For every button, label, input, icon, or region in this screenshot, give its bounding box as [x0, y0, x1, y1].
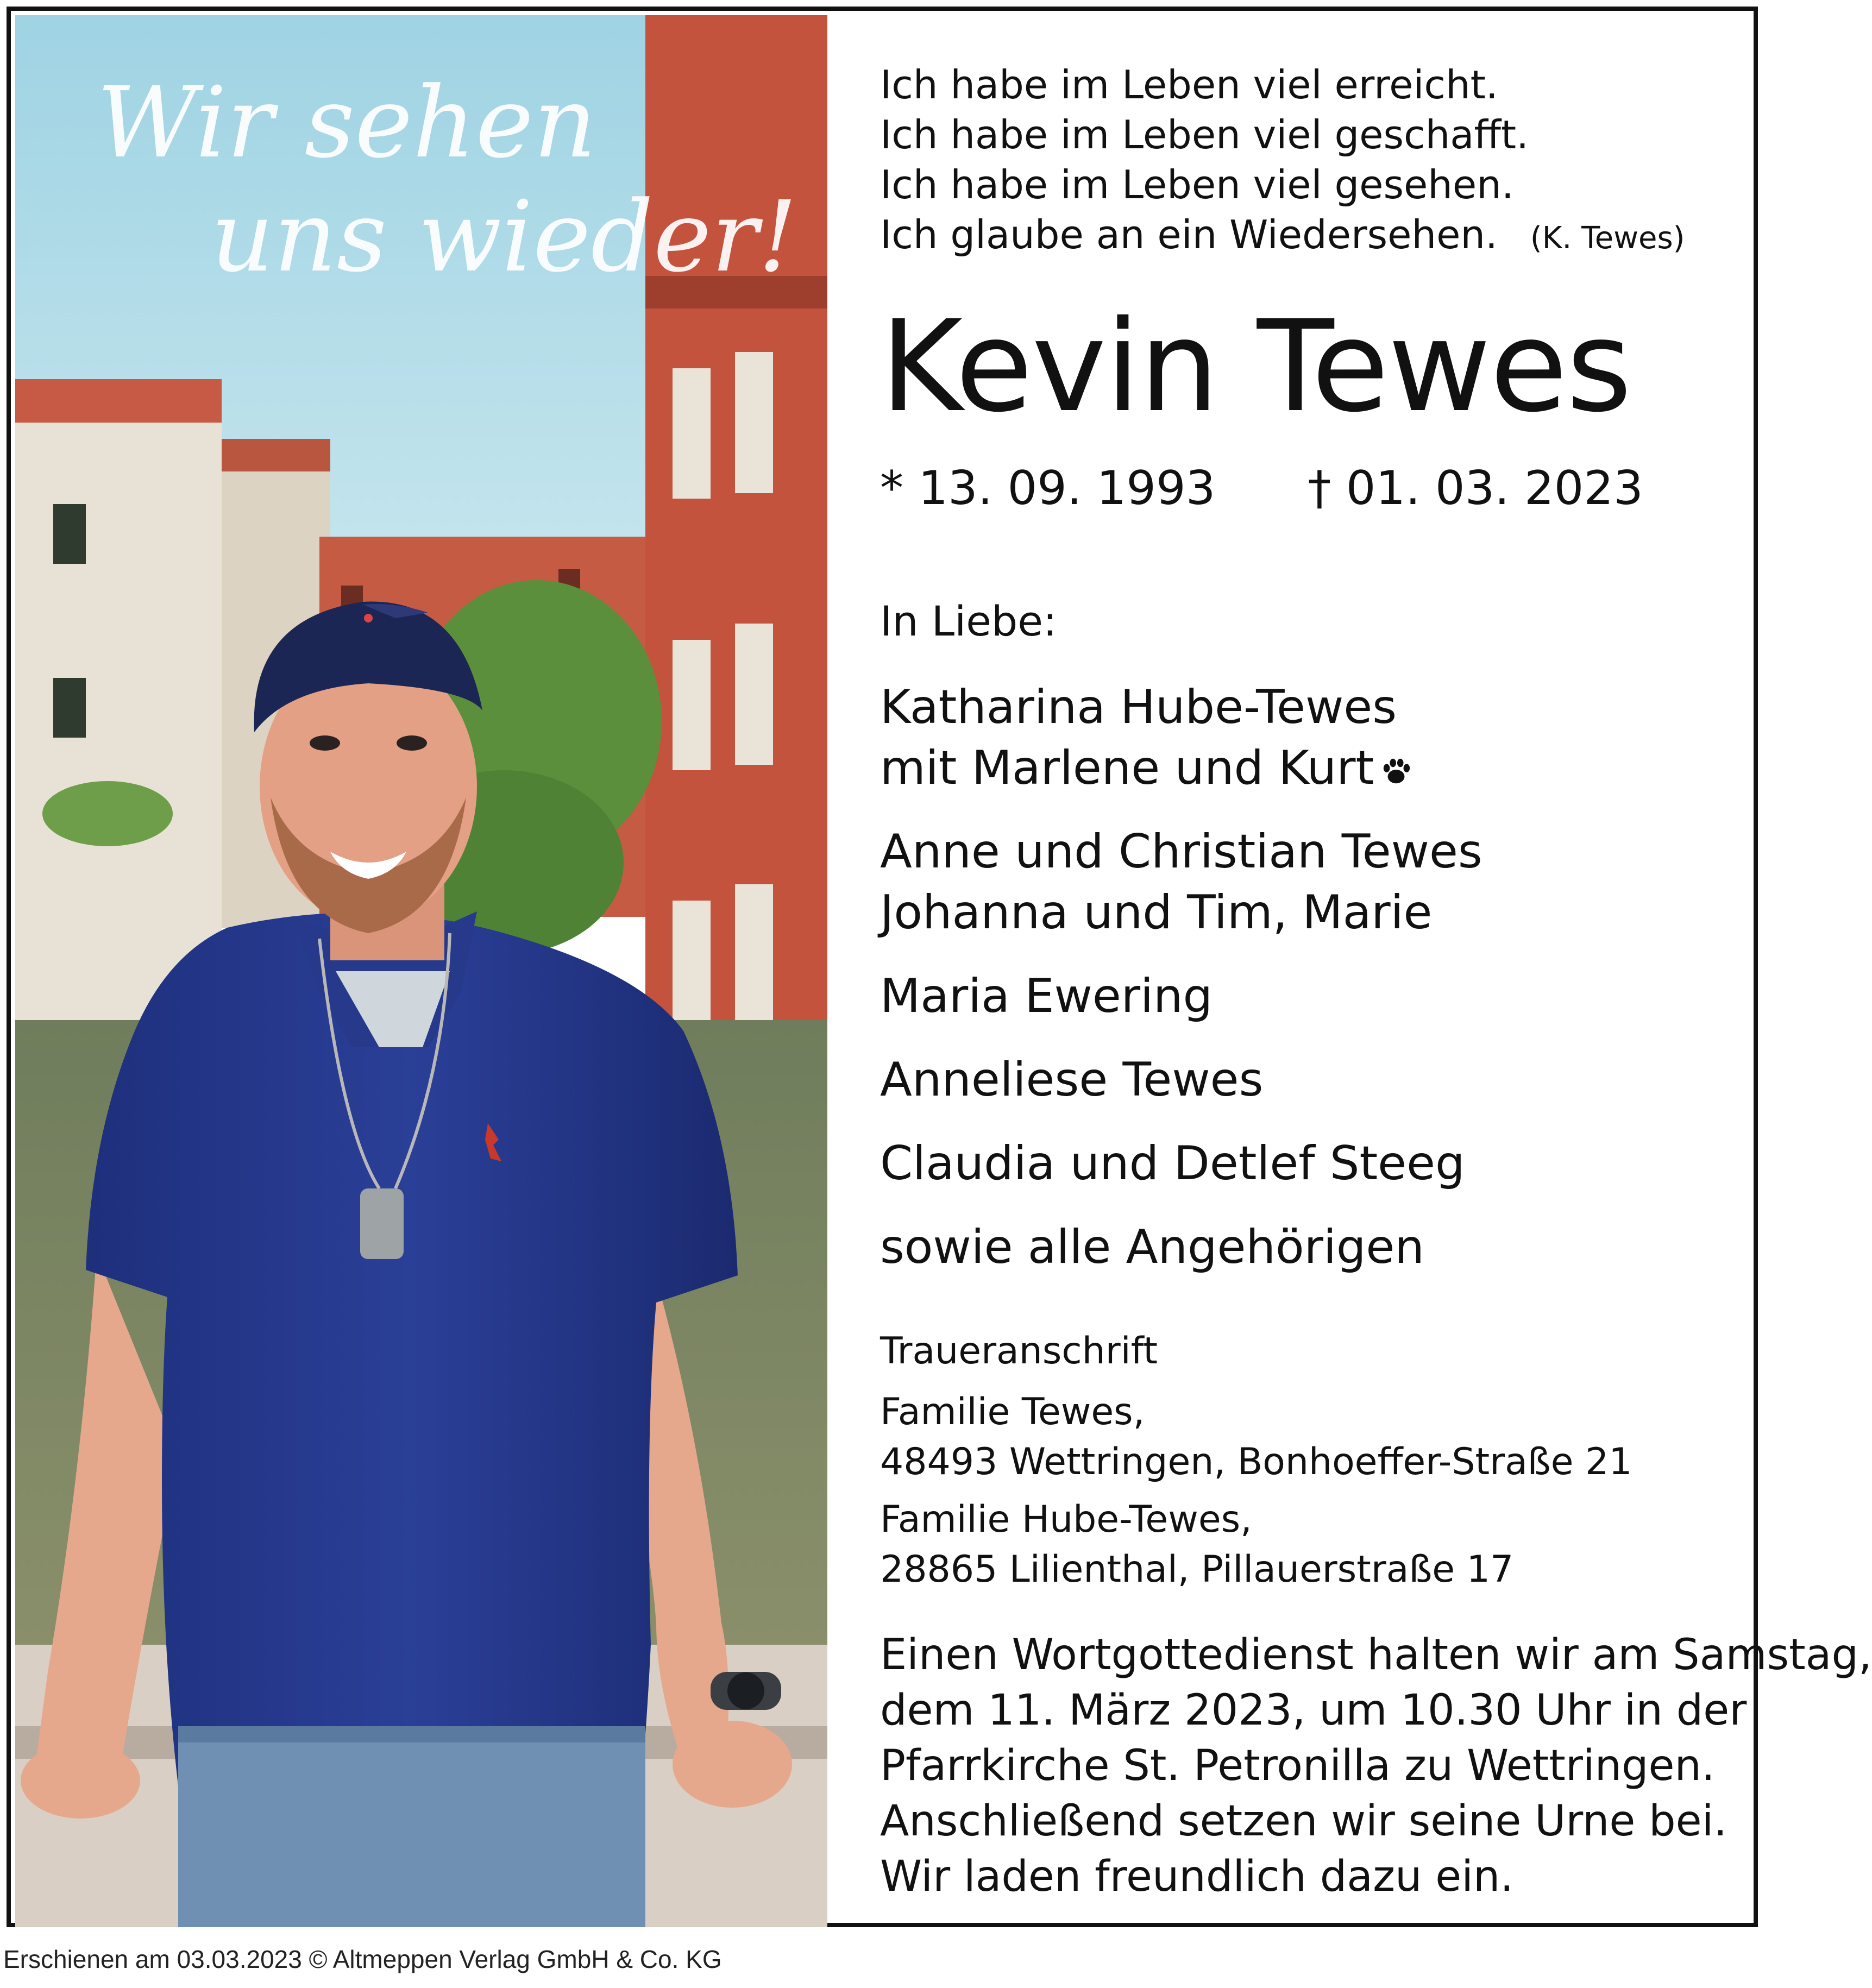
mourner-line: Johanna und Tim, Marie: [880, 885, 1433, 940]
service-line: Pfarrkirche St. Petronilla zu Wettringen.: [880, 1741, 1715, 1790]
address-heading: Traueranschrift: [880, 1330, 1158, 1373]
mourner-line: sowie alle Angehörigen: [880, 1220, 1424, 1274]
mourning-address: [880, 1326, 1738, 1595]
mourner-line: Maria Ewering: [880, 969, 1213, 1023]
address-line: 28865 Lilienthal, Pillauerstraße 17: [880, 1548, 1514, 1591]
mourners-list: [880, 677, 1738, 1278]
script-caption-line-1: Wir sehen: [97, 66, 596, 180]
mourner-line: Katharina Hube-Tewes: [880, 680, 1397, 734]
script-caption-line-2: uns wieder!: [211, 180, 797, 294]
poem: [880, 60, 1738, 263]
address-line: Familie Hube-Tewes,: [880, 1498, 1252, 1541]
mourner-group: [880, 1049, 1738, 1110]
service-line: dem 11. März 2023, um 10.30 Uhr in der: [880, 1686, 1747, 1735]
mourner-line: Anne und Christian Tewes: [880, 825, 1482, 879]
poem-line: Ich habe im Leben viel geschafft.: [880, 112, 1529, 158]
poem-line: Ich habe im Leben viel erreicht.: [880, 62, 1498, 108]
mourner-group: [880, 821, 1738, 943]
mourner-group: [880, 1217, 1738, 1278]
poem-author: (K. Tewes): [1530, 221, 1685, 256]
life-dates: [880, 461, 1738, 515]
mourner-line-text: mit Marlene und Kurt: [880, 741, 1374, 795]
poem-line-last: [880, 210, 1738, 263]
address-entry: [880, 1495, 1738, 1595]
service-line: Einen Wortgottedienst halten wir am Samstag,: [880, 1631, 1872, 1679]
service-line: Anschließend setzen wir seine Urne bei.: [880, 1797, 1727, 1846]
mourners-heading: In Liebe:: [880, 597, 1057, 645]
poem-line-text: Ich glaube an ein Wiedersehen.: [880, 212, 1498, 257]
obituary-frame: [7, 7, 1872, 1927]
deceased-name: Kevin Tewes: [880, 293, 1631, 440]
mourner-group: [880, 677, 1738, 798]
mourner-line-with-paw: [880, 738, 1738, 798]
poem-line: Ich habe im Leben viel gesehen.: [880, 162, 1514, 207]
service-line: Wir laden freundlich dazu ein.: [880, 1852, 1514, 1901]
portrait-photo: [15, 15, 827, 1927]
service-announcement: [880, 1627, 1872, 1904]
address-line: 48493 Wettringen, Bonhoeffer-Straße 21: [880, 1440, 1632, 1483]
birth-date: * 13. 09. 1993: [880, 461, 1216, 515]
address-entry: [880, 1387, 1738, 1487]
mourner-group: [880, 1133, 1738, 1194]
death-date: † 01. 03. 2023: [1308, 461, 1643, 515]
paw-icon: [1380, 756, 1412, 787]
mourner-line: Claudia und Detlef Steeg: [880, 1136, 1465, 1191]
address-line: Familie Tewes,: [880, 1391, 1145, 1433]
mourner-line: Anneliese Tewes: [880, 1053, 1264, 1107]
text-column: [880, 60, 1872, 1904]
mourner-group: [880, 966, 1738, 1027]
publication-footer: Erschienen am 03.03.2023 © Altmeppen Verlag GmbH & Co. KG: [3, 1945, 722, 1973]
portrait-photo-illustration: [15, 15, 827, 1927]
